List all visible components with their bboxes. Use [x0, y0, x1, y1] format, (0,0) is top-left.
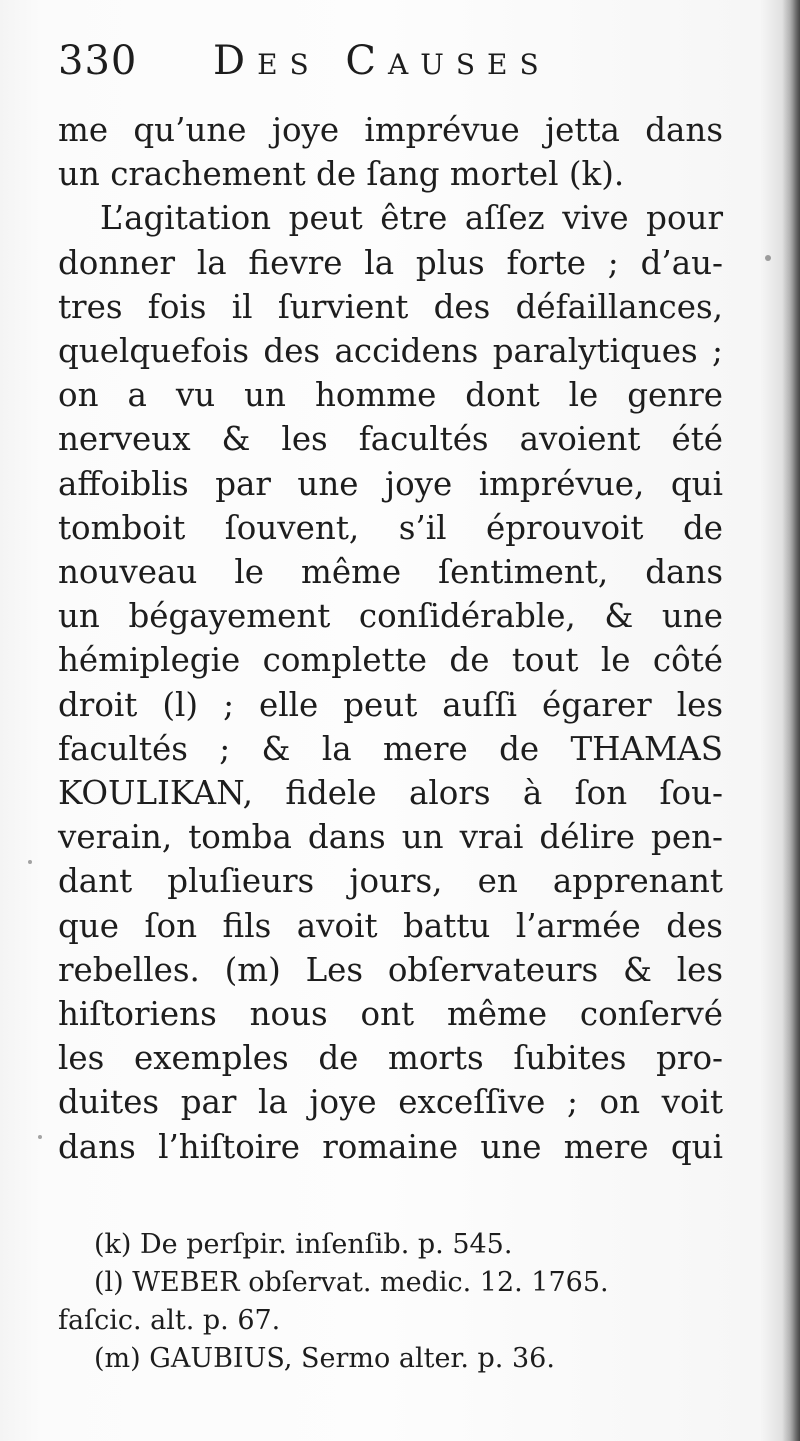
footnote-l: (l) WEBER obſervat. medic. 12. 1765.	[94, 1267, 609, 1298]
text-line: dant pluſieurs jours, en apprenant	[58, 862, 723, 901]
text-line: affoiblis par une joye imprévue, qui	[58, 464, 723, 503]
text-line: un crachement de ſang mortel (k).	[58, 155, 625, 194]
text-line: L’agitation peut être aſſez vive pour	[100, 199, 723, 238]
text-line: on a vu un homme dont le genre	[58, 376, 723, 415]
ink-speck	[38, 1135, 42, 1139]
footnote-l-continued: faſcic. alt. p. 67.	[58, 1305, 281, 1336]
text-line: me qu’une joye imprévue jetta dans	[58, 111, 723, 149]
footnote-k: (k) De perſpir. inſenſib. p. 545.	[94, 1229, 513, 1260]
text-line: tres fois il ſurvient des défaillances,	[58, 287, 723, 326]
text-line: droit (l) ; elle peut auſſi égarer les	[58, 685, 723, 724]
text-line: que ſon fils avoit battu l’armée des	[58, 906, 723, 945]
page-edge-shadow	[782, 0, 800, 1441]
footnote-m: (m) GAUBIUS, Sermo alter. p. 36.	[94, 1343, 555, 1374]
text-line: donner la fievre la plus forte ; d’au-	[58, 243, 723, 282]
ink-speck	[765, 255, 771, 261]
page-number: 330	[58, 38, 138, 84]
ink-speck	[28, 860, 32, 864]
text-line: nouveau le même ſentiment, dans	[58, 553, 723, 592]
text-line: facultés ; & la mere de THAMAS	[58, 729, 723, 768]
text-line: dans l’hiſtoire romaine une mere qui	[58, 1127, 723, 1166]
text-line: quelquefois des accidens paralytiques ;	[58, 332, 723, 371]
text-line: KOULIKAN, fidele alors à ſon ſou-	[58, 774, 723, 813]
text-line: tomboit ſouvent, s’il éprouvoit de	[58, 508, 723, 547]
text-line: verain, tomba dans un vrai délire pen-	[58, 818, 723, 857]
text-line: un bégayement conſidérable, & une	[58, 597, 723, 636]
footnotes	[58, 1226, 718, 1378]
text-line: les exemples de morts ſubites pro-	[58, 1039, 723, 1078]
text-line: duites par la joye exceſſive ; on voit	[58, 1083, 723, 1122]
page-header	[58, 30, 628, 90]
running-title: Des Causes	[213, 38, 551, 84]
text-line: hiſtoriens nous ont même conſervé	[58, 995, 723, 1034]
text-line: rebelles. (m) Les obſervateurs & les	[58, 950, 723, 989]
text-line: hémiplegie complette de tout le côté	[58, 641, 723, 680]
text-line: nerveux & les facultés avoient été	[58, 420, 723, 459]
body-text	[58, 108, 723, 1169]
